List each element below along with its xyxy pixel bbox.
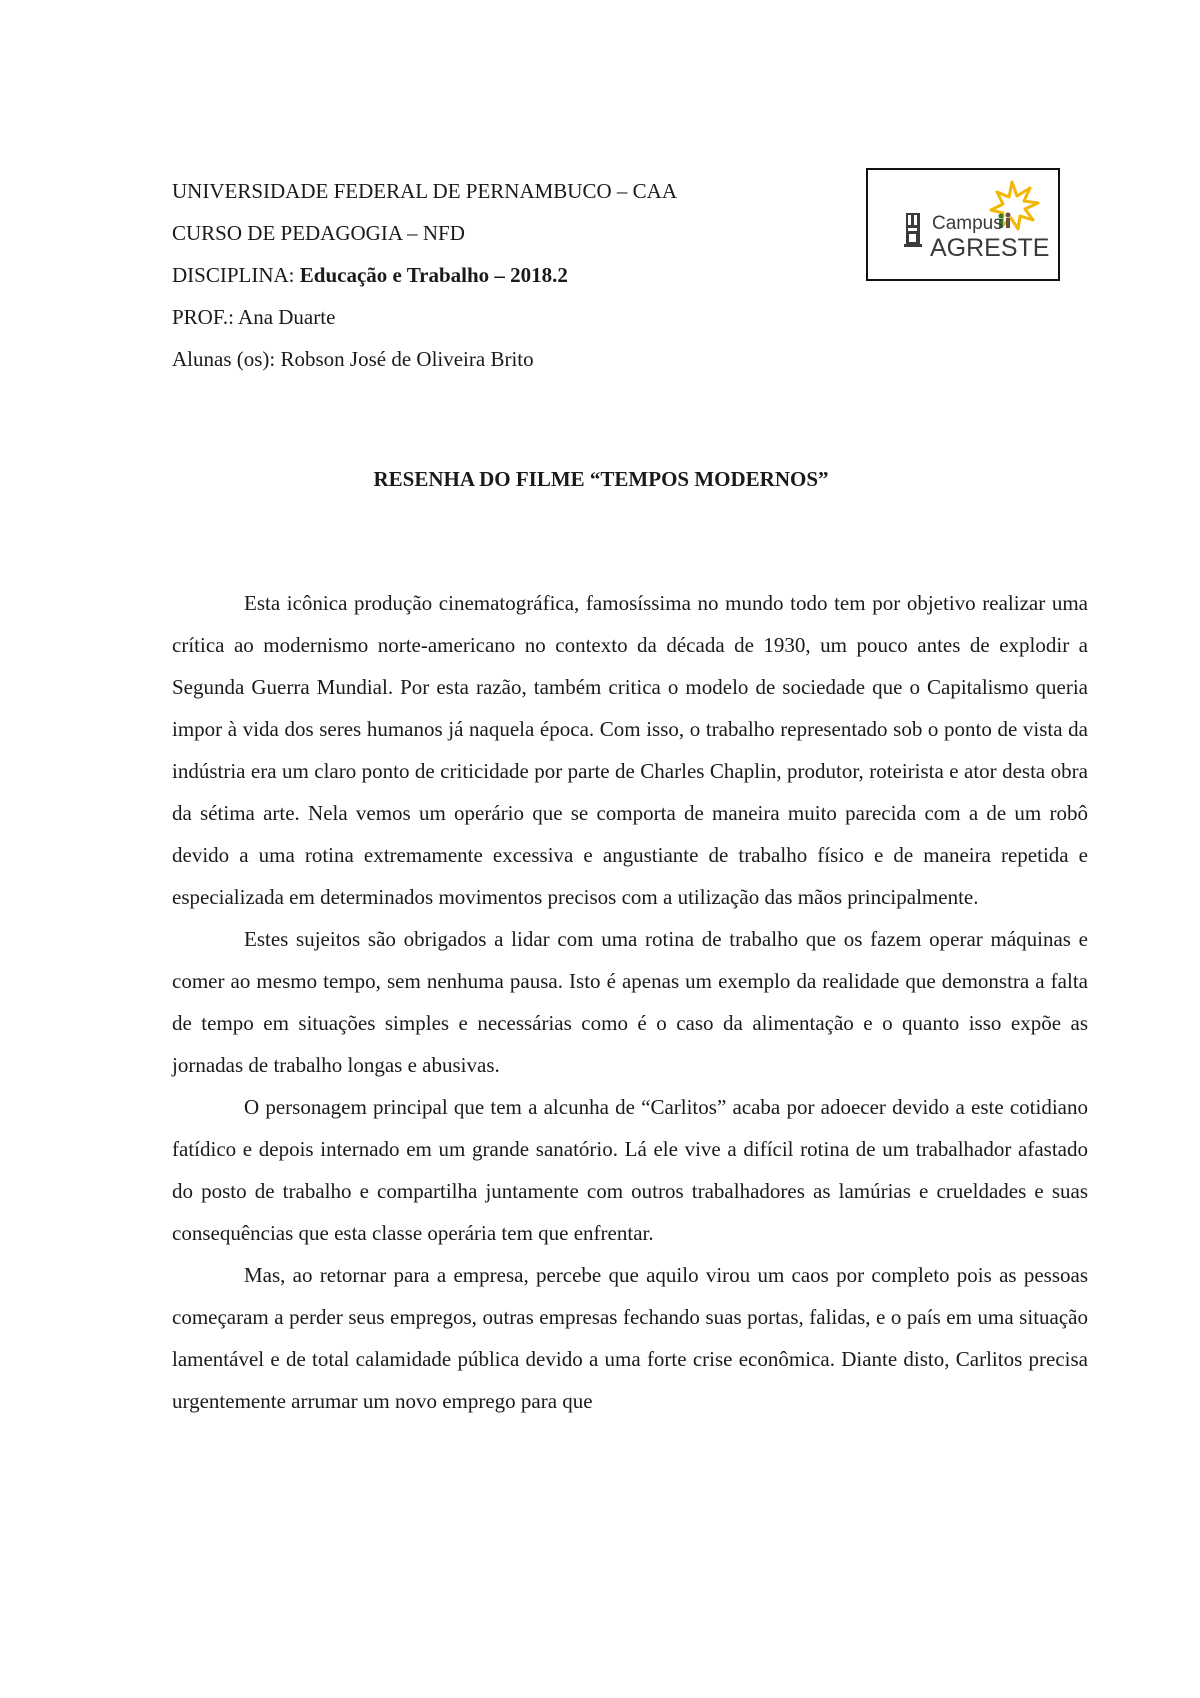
- campus-logo-graphic: [868, 170, 1057, 278]
- professor-line: PROF.: Ana Duarte: [172, 305, 336, 329]
- students-line: Alunas (os): Robson José de Oliveira Brito: [172, 347, 534, 371]
- university-line: UNIVERSIDADE FEDERAL DE PERNAMBUCO – CAA: [172, 179, 677, 203]
- logo-agreste-text: AGRESTE: [930, 234, 1050, 262]
- document-title: RESENHA DO FILME “TEMPOS MODERNOS”: [373, 467, 829, 491]
- discipline-line: [172, 254, 832, 296]
- logo-campus-text: Campus: [932, 213, 1003, 234]
- review-body: [172, 582, 1088, 1422]
- crest-icon: [904, 213, 922, 247]
- document-header: [172, 170, 832, 380]
- discipline-value: Educação e Trabalho – 2018.2: [299, 263, 568, 287]
- course-line: CURSO DE PEDAGOGIA – NFD: [172, 221, 465, 245]
- campus-agreste-logo: [866, 168, 1060, 281]
- paragraph: Estes sujeitos são obrigados a lidar com uma rotina de trabalho que os fazem operar máquinas e comer ao mesmo tempo, sem nenhuma pausa. Isto é apenas um exemplo da realidade que demonstra a falta de tempo em situações simples e necessárias como é o caso da alimentação e o quanto isso expõe as jornadas de trabalho longas e abusivas.: [172, 927, 1088, 1077]
- paragraph: Esta icônica produção cinematográfica, famosíssima no mundo todo tem por objetivo realizar uma crítica ao modernismo norte-americano no contexto da década de 1930, um pouco antes de explodir a Segunda Guerra Mundial. Por esta razão, também critica o modelo de sociedade que o Capitalismo queria impor à vida dos seres humanos já naquela época. Com isso, o trabalho representado sob o ponto de vista da indústria era um claro ponto de criticidade por parte de Charles Chaplin, produtor, roteirista e ator desta obra da sétima arte. Nela vemos um operário que se comporta de maneira muito parecida com a de um robô devido a uma rotina extremamente excessiva e angustiante de trabalho físico e de maneira repetida e especializada em determinados movimentos precisos com a utilização das mãos principalmente.: [172, 591, 1088, 909]
- paragraph: O personagem principal que tem a alcunha de “Carlitos” acaba por adoecer devido a este cotidiano fatídico e depois internado em um grande sanatório. Lá ele vive a difícil rotina de um trabalhador afastado do posto de trabalho e compartilha juntamente com outros trabalhadores as lamúrias e crueldades e suas consequências que esta classe operária tem que enfrentar.: [172, 1095, 1088, 1245]
- paragraph: Mas, ao retornar para a empresa, percebe que aquilo virou um caos por completo pois as pessoas começaram a perder seus empregos, outras empresas fechando suas portas, falidas, e o país em uma situação lamentável e de total calamidade pública devido a uma forte crise econômica. Diante disto, Carlitos precisa urgentemente arrumar um novo emprego para que: [172, 1263, 1088, 1413]
- discipline-label: DISCIPLINA:: [172, 263, 300, 287]
